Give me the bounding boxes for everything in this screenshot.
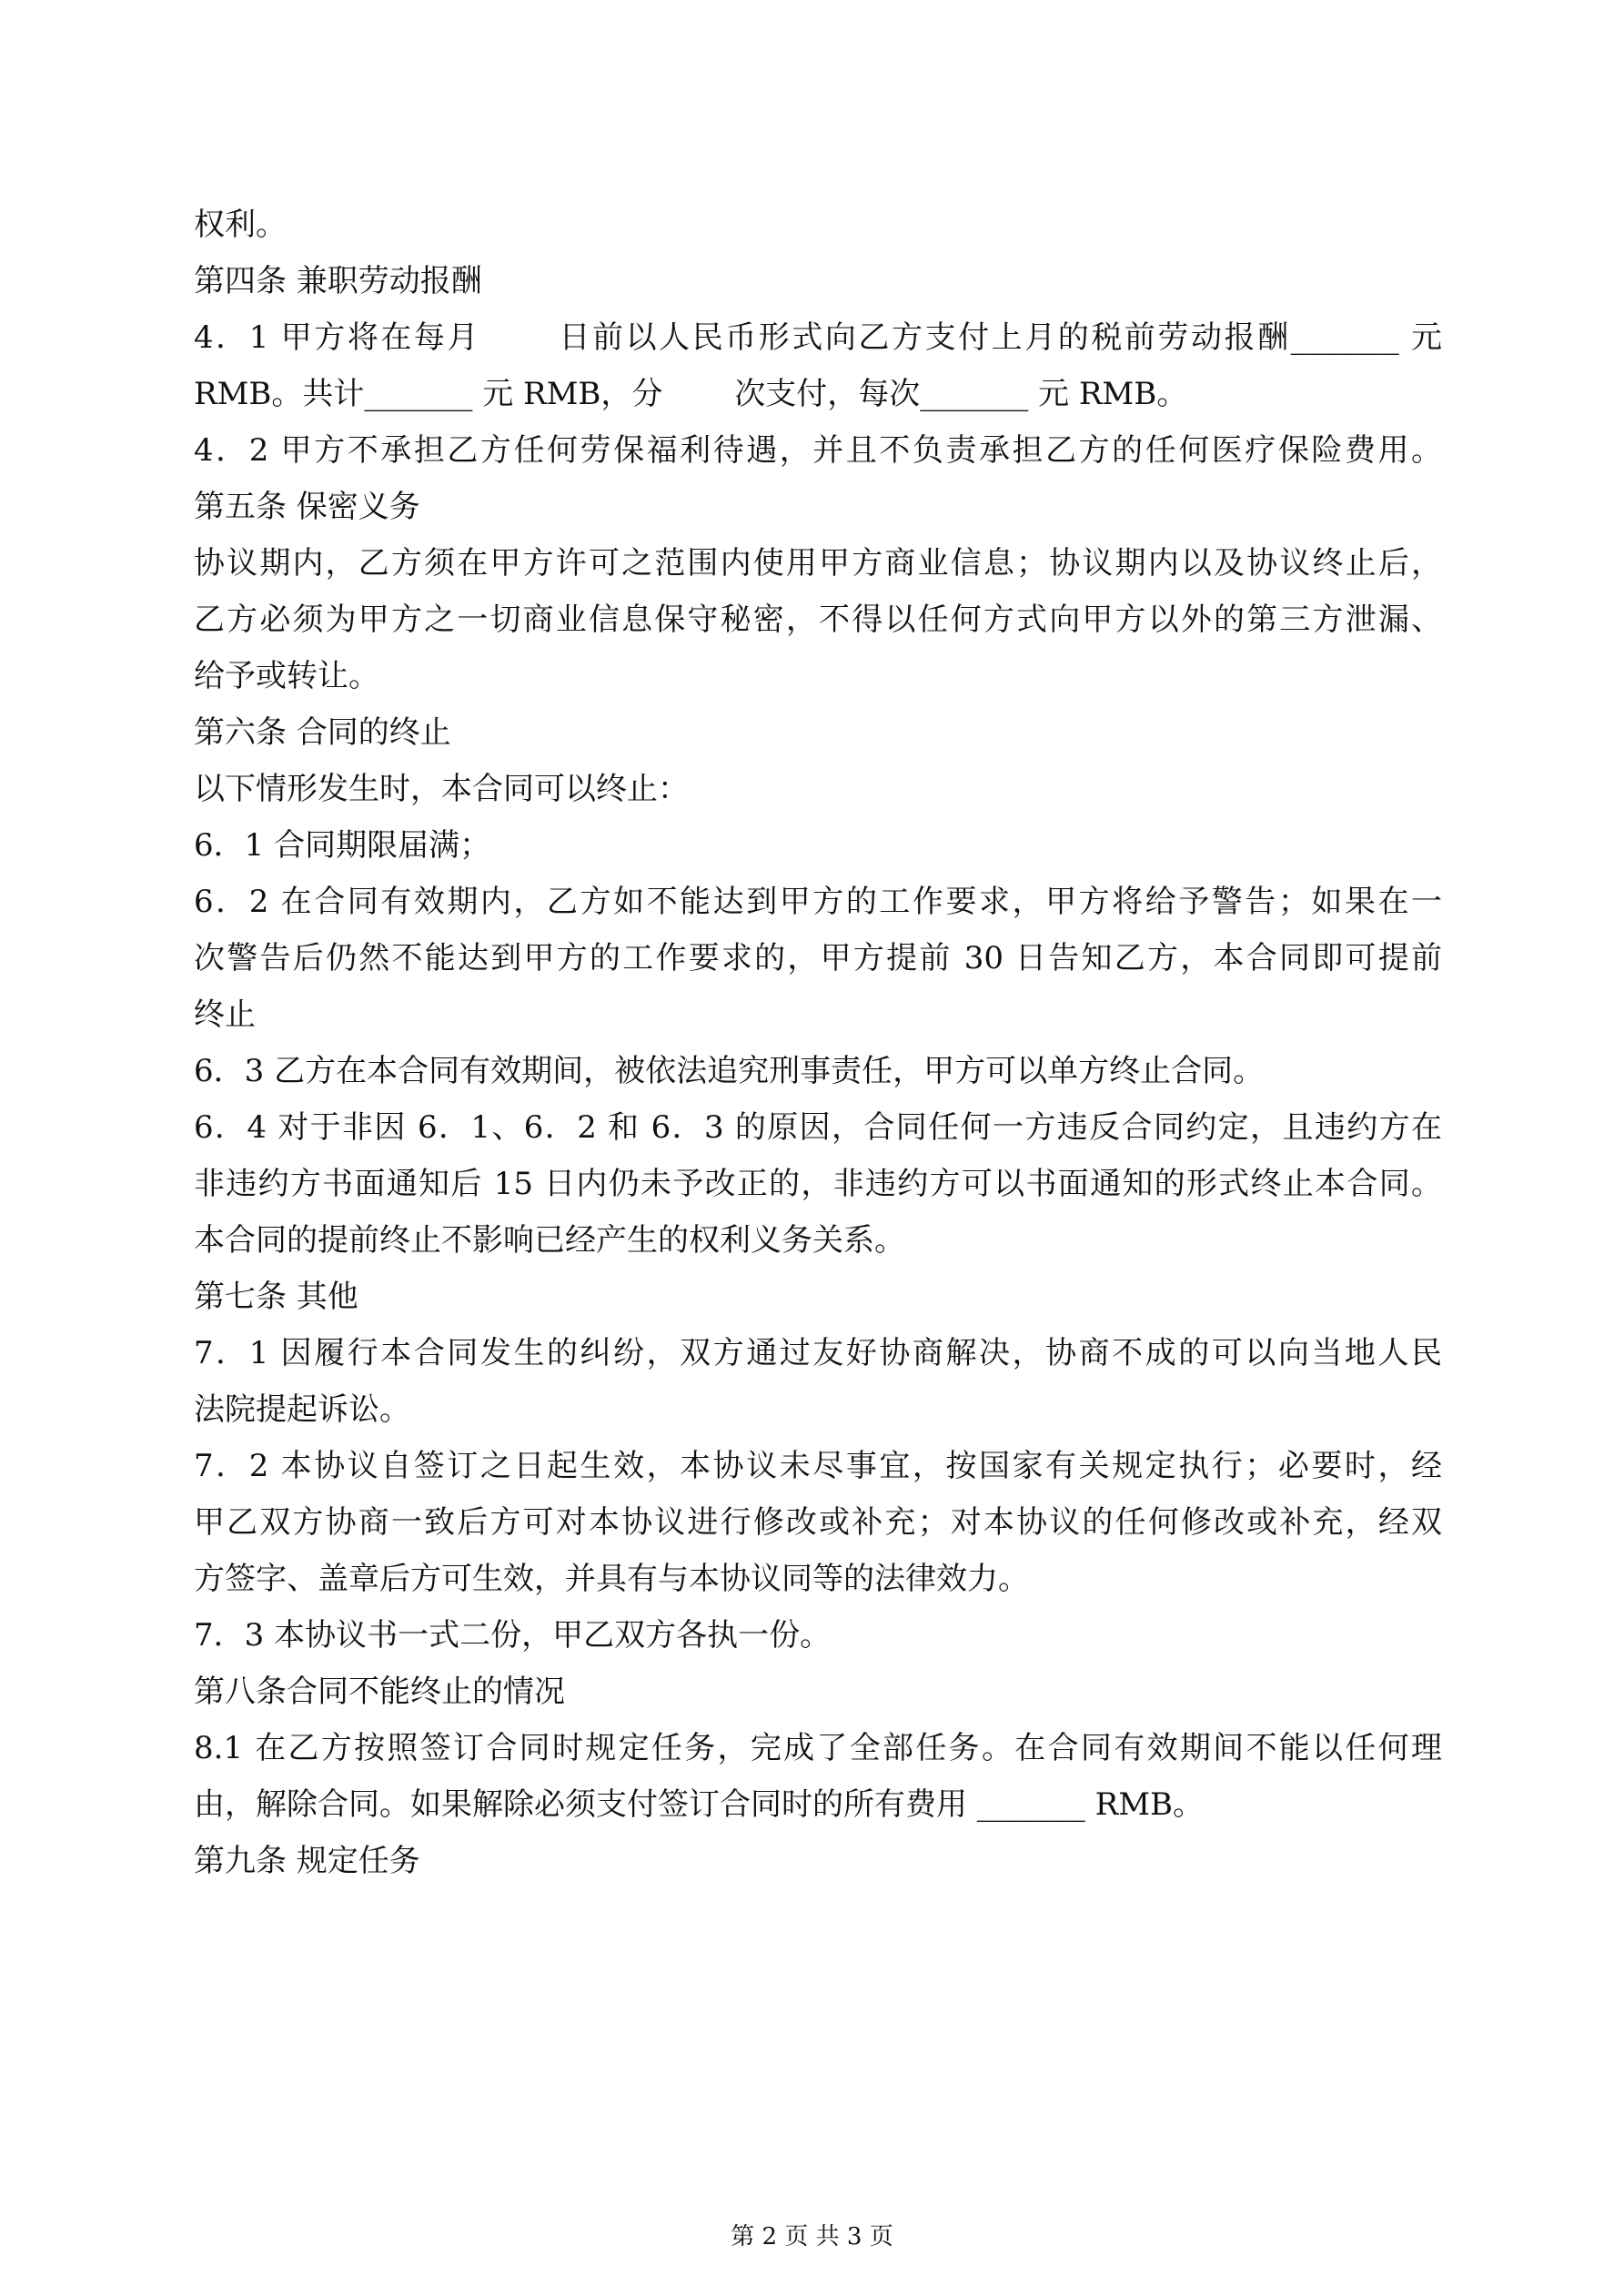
- section-heading: 第八条合同不能终止的情况: [194, 1674, 565, 1710]
- text-line: 6．1 合同期限届满；: [194, 827, 491, 864]
- text-line: 6．3 乙方在本合同有效期间，被依法追究刑事责任，甲方可以单方终止合同。: [194, 1053, 1265, 1089]
- text-line: 6．2 在合同有效期内，乙方如不能达到甲方的工作要求，甲方将给予警告；如果在一: [194, 884, 1442, 920]
- section-heading: 第五条 保密义务: [194, 489, 420, 525]
- section-heading: 第六条 合同的终止: [194, 714, 451, 751]
- text-line: 6．4 对于非因 6．1、6．2 和 6．3 的原因，合同任何一方违反合同约定，且违约方在: [194, 1109, 1442, 1146]
- text-line: 4．2 甲方不承担乙方任何劳保福利待遇，并且不负责承担乙方的任何医疗保险费用。: [194, 432, 1442, 469]
- section-heading: 第四条 兼职劳动报酬: [194, 263, 482, 299]
- text-line: 给予或转让。: [194, 658, 379, 694]
- text-line: 8.1 在乙方按照签订合同时规定任务，完成了全部任务。在合同有效期间不能以任何理: [194, 1730, 1442, 1766]
- text-line: 乙方必须为甲方之一切商业信息保守秘密，不得以任何方式向甲方以外的第三方泄漏、: [194, 602, 1442, 638]
- text-line: 本合同的提前终止不影响已经产生的权利义务关系。: [194, 1222, 905, 1259]
- text-line: 甲乙双方协商一致后方可对本协议进行修改或补充；对本协议的任何修改或补充，经双: [194, 1504, 1442, 1541]
- text-line: 协议期内，乙方须在甲方许可之范围内使用甲方商业信息；协议期内以及协议终止后，: [194, 545, 1442, 582]
- text-line: RMB。共计_______ 元 RMB，分 次支付，每次_______ 元 RMB。: [194, 376, 1188, 412]
- text-line: 7．3 本协议书一式二份，甲乙双方各执一份。: [194, 1617, 832, 1654]
- text-line: 4．1 甲方将在每月 日前以人民币形式向乙方支付上月的税前劳动报酬_______ 元: [194, 319, 1442, 356]
- text-line: 非违约方书面通知后 15 日内仍未予改正的，非违约方可以书面通知的形式终止本合同。: [194, 1166, 1442, 1202]
- document-body: [194, 197, 1442, 1889]
- page-number-footer: 第 2 页 共 3 页: [731, 2223, 893, 2250]
- section-heading: 第九条 规定任务: [194, 1843, 420, 1879]
- text-line: 7．1 因履行本合同发生的纠纷，双方通过友好协商解决，协商不成的可以向当地人民: [194, 1335, 1442, 1371]
- text-line: 方签字、盖章后方可生效，并具有与本协议同等的法律效力。: [194, 1561, 1029, 1597]
- section-heading: 第七条 其他: [194, 1279, 358, 1315]
- text-line: 权利。: [194, 207, 287, 243]
- text-line: 7．2 本协议自签订之日起生效，本协议未尽事宜，按国家有关规定执行；必要时，经: [194, 1448, 1442, 1484]
- text-line: 法院提起诉讼。: [194, 1391, 410, 1428]
- text-line: 次警告后仍然不能达到甲方的工作要求的，甲方提前 30 日告知乙方，本合同即可提前: [194, 940, 1442, 976]
- text-line: 由，解除合同。如果解除必须支付签订合同时的所有费用 _______ RMB。: [194, 1786, 1205, 1823]
- text-line: 终止: [194, 996, 256, 1033]
- text-line: 以下情形发生时，本合同可以终止：: [194, 771, 689, 807]
